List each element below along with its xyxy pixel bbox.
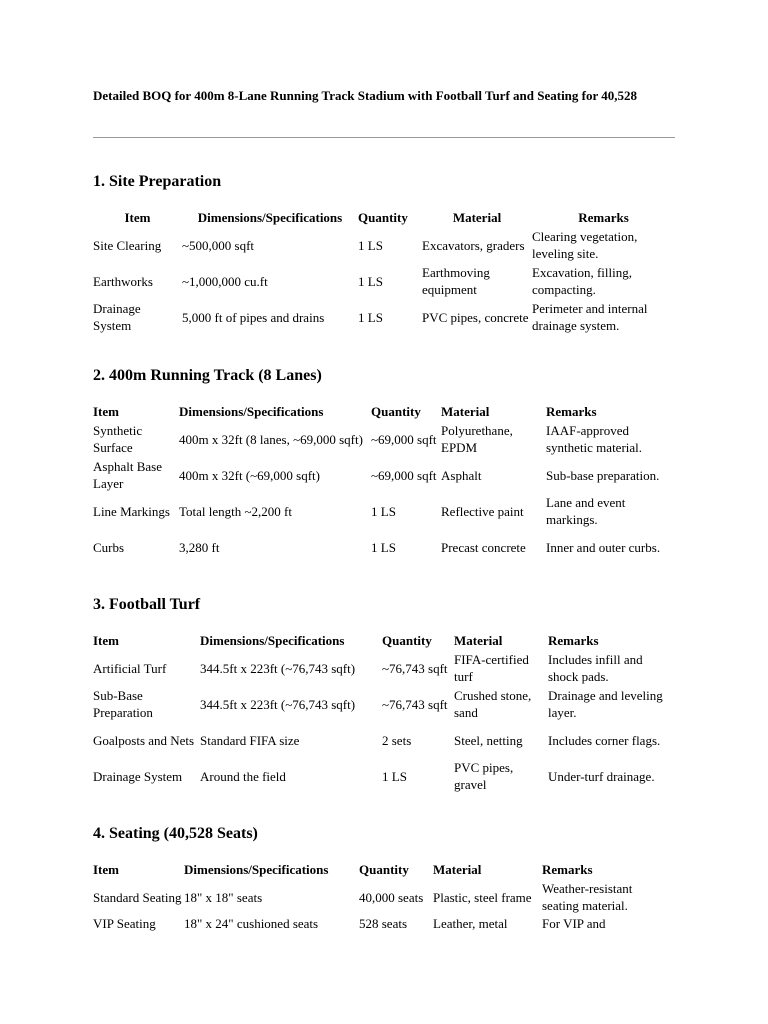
table-cell: 344.5ft x 223ft (~76,743 sqft) bbox=[200, 696, 356, 712]
table-cell: Drainage System bbox=[93, 301, 141, 333]
column-header: Dimensions/Specifications bbox=[197, 210, 343, 225]
table-row bbox=[93, 263, 675, 299]
table-cell: Precast concrete bbox=[441, 539, 526, 555]
table-cell: Sub-base preparation. bbox=[546, 467, 660, 483]
column-header: Dimensions/Specifications bbox=[179, 404, 324, 419]
table-cell: Excavators, graders bbox=[422, 237, 525, 253]
table-cell: FIFA-certified turf bbox=[454, 652, 529, 684]
table-cell: Earthworks bbox=[93, 273, 153, 289]
table-cell: 3,280 ft bbox=[179, 539, 220, 555]
table-cell: VIP Seating bbox=[93, 916, 156, 931]
table-cell: ~69,000 sqft bbox=[371, 431, 437, 447]
table-cell: Site Clearing bbox=[93, 237, 162, 253]
title-divider bbox=[93, 137, 675, 138]
column-header: Remarks bbox=[578, 210, 629, 225]
table-cell: 5,000 ft of pipes and drains bbox=[182, 309, 325, 325]
table-row bbox=[93, 722, 673, 758]
table-cell: Lane and event markings. bbox=[546, 495, 626, 527]
section-heading: 1. Site Preparation bbox=[93, 173, 222, 190]
table-cell: Standard FIFA size bbox=[200, 732, 300, 748]
section-heading: 3. Football Turf bbox=[93, 596, 201, 613]
table-cell: Crushed stone, sand bbox=[454, 688, 532, 720]
table-row bbox=[93, 686, 673, 722]
column-header: Material bbox=[433, 862, 482, 877]
table-cell: Leather, metal bbox=[433, 916, 508, 931]
table-cell: Synthetic Surface bbox=[93, 423, 143, 455]
column-header: Quantity bbox=[382, 633, 432, 648]
table-cell: 1 LS bbox=[371, 539, 396, 555]
table-cell: Under-turf drainage. bbox=[548, 768, 655, 784]
table-cell: 18" x 24" cushioned seats bbox=[184, 916, 319, 931]
boq-table bbox=[93, 208, 675, 335]
table-cell: Clearing vegetation, leveling site. bbox=[532, 229, 638, 261]
table-cell: 40,000 seats bbox=[359, 889, 424, 905]
table-cell: 1 LS bbox=[358, 309, 383, 325]
table-cell: Inner and outer curbs. bbox=[546, 539, 661, 555]
table-cell: 400m x 32ft (~69,000 sqft) bbox=[179, 467, 320, 483]
table-cell: Line Markings bbox=[93, 503, 170, 519]
table-cell: Sub-Base Preparation bbox=[93, 688, 153, 720]
column-header: Material bbox=[441, 404, 490, 419]
table-cell: 1 LS bbox=[358, 273, 383, 289]
table-cell: Plastic, steel frame bbox=[433, 889, 532, 905]
table-row bbox=[93, 493, 671, 529]
table-header-row bbox=[93, 631, 673, 650]
table-cell: PVC pipes, gravel bbox=[454, 760, 514, 792]
column-header: Item bbox=[93, 633, 119, 648]
table-row bbox=[93, 227, 675, 263]
table-cell: Asphalt Base Layer bbox=[93, 459, 162, 491]
table-cell: Goalposts and Nets bbox=[93, 732, 195, 748]
table-header-row bbox=[93, 860, 667, 879]
section-running-track bbox=[93, 366, 675, 555]
column-header: Quantity bbox=[358, 210, 408, 225]
table-header-row bbox=[93, 208, 675, 227]
column-header: Quantity bbox=[359, 862, 409, 877]
table-cell: ~69,000 sqft bbox=[371, 467, 437, 483]
table-row bbox=[93, 650, 673, 686]
table-cell: IAAF-approved synthetic material. bbox=[546, 423, 643, 455]
column-header: Dimensions/Specifications bbox=[184, 862, 329, 877]
table-cell: 528 seats bbox=[359, 916, 408, 931]
section-site-preparation bbox=[93, 172, 675, 333]
table-cell: Weather-resistant seating material. bbox=[542, 881, 633, 913]
table-cell: Reflective paint bbox=[441, 503, 524, 519]
table-cell: For VIP and bbox=[542, 916, 606, 931]
table-row bbox=[93, 299, 675, 335]
table-cell: Perimeter and internal drainage system. bbox=[532, 301, 648, 333]
table-cell: 1 LS bbox=[371, 503, 396, 519]
table-cell: 344.5ft x 223ft (~76,743 sqft) bbox=[200, 660, 356, 676]
column-header: Item bbox=[124, 210, 151, 225]
section-football-turf bbox=[93, 595, 675, 792]
table-cell: Polyurethane, EPDM bbox=[441, 423, 513, 455]
column-header: Material bbox=[454, 633, 503, 648]
table-row bbox=[93, 879, 667, 915]
table-cell: Curbs bbox=[93, 539, 125, 555]
column-header: Remarks bbox=[546, 404, 597, 419]
column-header: Item bbox=[93, 862, 119, 877]
table-header-row bbox=[93, 402, 671, 421]
column-header: Item bbox=[93, 404, 119, 419]
table-cell: Includes infill and shock pads. bbox=[548, 652, 643, 684]
table-row bbox=[93, 457, 671, 493]
table-cell: Standard Seating bbox=[93, 889, 182, 905]
table-cell: ~76,743 sqft bbox=[382, 660, 448, 676]
table-cell: 1 LS bbox=[358, 237, 383, 253]
table-row bbox=[93, 421, 671, 457]
boq-table bbox=[93, 402, 671, 565]
table-cell: Drainage and leveling layer. bbox=[548, 688, 663, 720]
document-title: Detailed BOQ for 400m 8-Lane Running Track Stadium with Football Turf and Seating for 40,528 bbox=[93, 88, 638, 103]
table-cell: Drainage System bbox=[93, 768, 183, 784]
column-header: Remarks bbox=[548, 633, 599, 648]
column-header: Dimensions/Specifications bbox=[200, 633, 345, 648]
table-row bbox=[93, 529, 671, 565]
column-header: Quantity bbox=[371, 404, 421, 419]
column-header: Material bbox=[452, 210, 502, 225]
table-cell: ~1,000,000 cu.ft bbox=[182, 273, 268, 289]
table-cell: Around the field bbox=[200, 768, 286, 784]
column-header: Remarks bbox=[542, 862, 593, 877]
boq-table bbox=[93, 860, 667, 935]
table-row bbox=[93, 915, 667, 935]
table-cell: Earthmoving equipment bbox=[422, 265, 490, 297]
table-cell: PVC pipes, concrete bbox=[422, 309, 529, 325]
table-cell: 1 LS bbox=[382, 768, 407, 784]
table-cell: Includes corner flags. bbox=[548, 732, 661, 748]
table-cell: 18" x 18" seats bbox=[184, 889, 263, 905]
boq-table bbox=[93, 631, 673, 794]
table-cell: ~500,000 sqft bbox=[182, 237, 255, 253]
section-heading: 4. Seating (40,528 Seats) bbox=[93, 825, 258, 842]
table-cell: 400m x 32ft (8 lanes, ~69,000 sqft) bbox=[179, 431, 363, 447]
table-cell: 2 sets bbox=[382, 732, 412, 748]
table-cell: Steel, netting bbox=[454, 732, 523, 748]
table-cell: Excavation, filling, compacting. bbox=[532, 265, 633, 297]
section-seating bbox=[93, 824, 675, 931]
table-cell: Asphalt bbox=[441, 467, 482, 483]
section-heading: 2. 400m Running Track (8 Lanes) bbox=[93, 367, 322, 384]
table-cell: Artificial Turf bbox=[93, 660, 167, 676]
table-cell: Total length ~2,200 ft bbox=[179, 503, 292, 519]
table-row bbox=[93, 758, 673, 794]
table-cell: ~76,743 sqft bbox=[382, 696, 448, 712]
